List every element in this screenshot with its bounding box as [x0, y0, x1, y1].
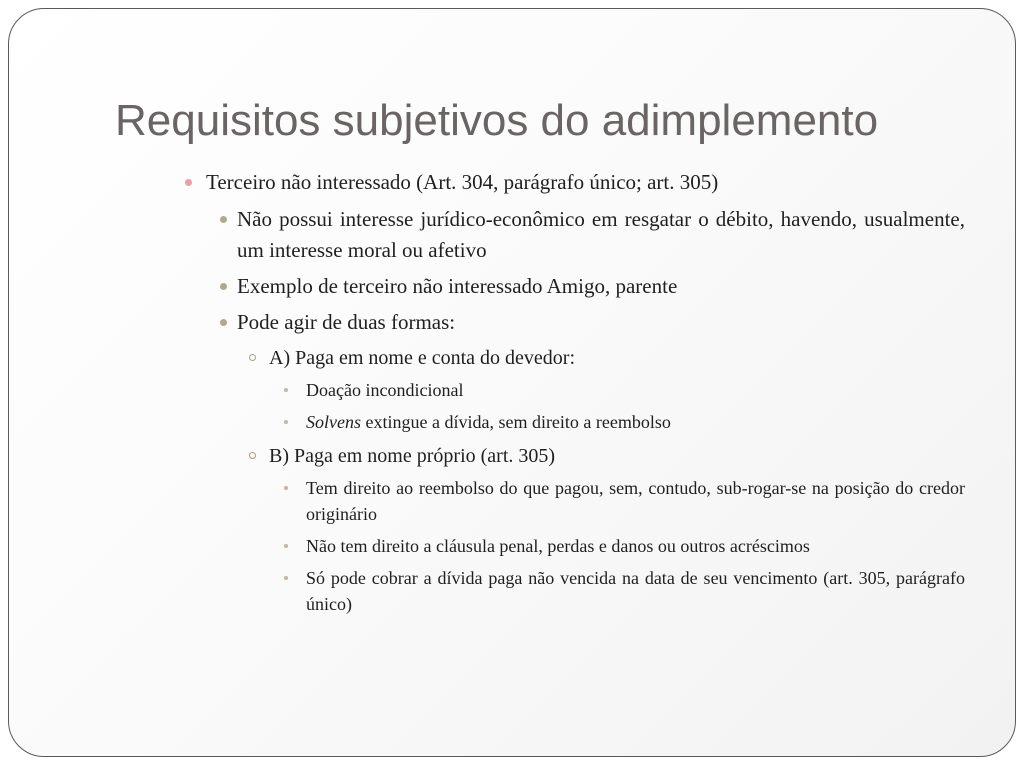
list-item-text: Não possui interesse jurídico-econômico em resgatar o débito, havendo, usualmente, um interesse moral ou afetivo [237, 207, 965, 262]
list-item [278, 533, 965, 559]
list-item [216, 307, 965, 338]
small-dot-bullet-icon [284, 420, 288, 424]
list-item [185, 169, 965, 196]
list-item-text: Exemplo de terceiro não interessado Amigo, parente [237, 274, 678, 298]
list-item [247, 343, 965, 373]
list-item-text: B) Paga em nome próprio (art. 305) [269, 445, 556, 467]
hollow-circle-bullet-icon [249, 354, 256, 361]
list-item [278, 565, 965, 617]
list-item-text: extingue a dívida, sem direito a reembolso [360, 412, 671, 432]
list-item [278, 409, 965, 435]
list-item-text: Terceiro não interessado (Art. 304, parágrafo único; art. 305) [206, 170, 719, 194]
list-item [216, 204, 965, 266]
list-item-text: Só pode cobrar a dívida paga não vencida na data de seu vencimento (art. 305, parágrafo único) [306, 568, 965, 614]
small-dot-bullet-icon [284, 576, 288, 580]
slide-frame [8, 8, 1016, 757]
list-item-text: A) Paga em nome e conta do devedor: [269, 347, 576, 369]
slide-title: Requisitos subjetivos do adimplemento [115, 96, 879, 145]
list-item [278, 377, 965, 403]
list-item [247, 441, 965, 471]
tan-dot-bullet-icon [220, 216, 227, 223]
small-dot-bullet-icon [284, 388, 288, 392]
hollow-circle-bullet-icon [249, 452, 256, 459]
bullet-list [185, 169, 965, 623]
tan-dot-bullet-icon [220, 283, 227, 290]
small-dot-bullet-icon [284, 544, 288, 548]
list-item-italic-term: Solvens [306, 412, 361, 432]
list-item [216, 271, 965, 302]
list-item-text: Tem direito ao reembolso do que pagou, sem, contudo, sub-rogar-se na posição do credor originário [306, 478, 965, 524]
list-item [278, 475, 965, 527]
pink-dot-bullet-icon [185, 179, 192, 186]
small-dot-bullet-icon [284, 486, 288, 490]
list-item-text: Não tem direito a cláusula penal, perdas e danos ou outros acréscimos [306, 536, 810, 556]
list-item-text: Doação incondicional [306, 380, 464, 400]
tan-dot-bullet-icon [220, 319, 227, 326]
list-item-text: Pode agir de duas formas: [237, 310, 456, 334]
